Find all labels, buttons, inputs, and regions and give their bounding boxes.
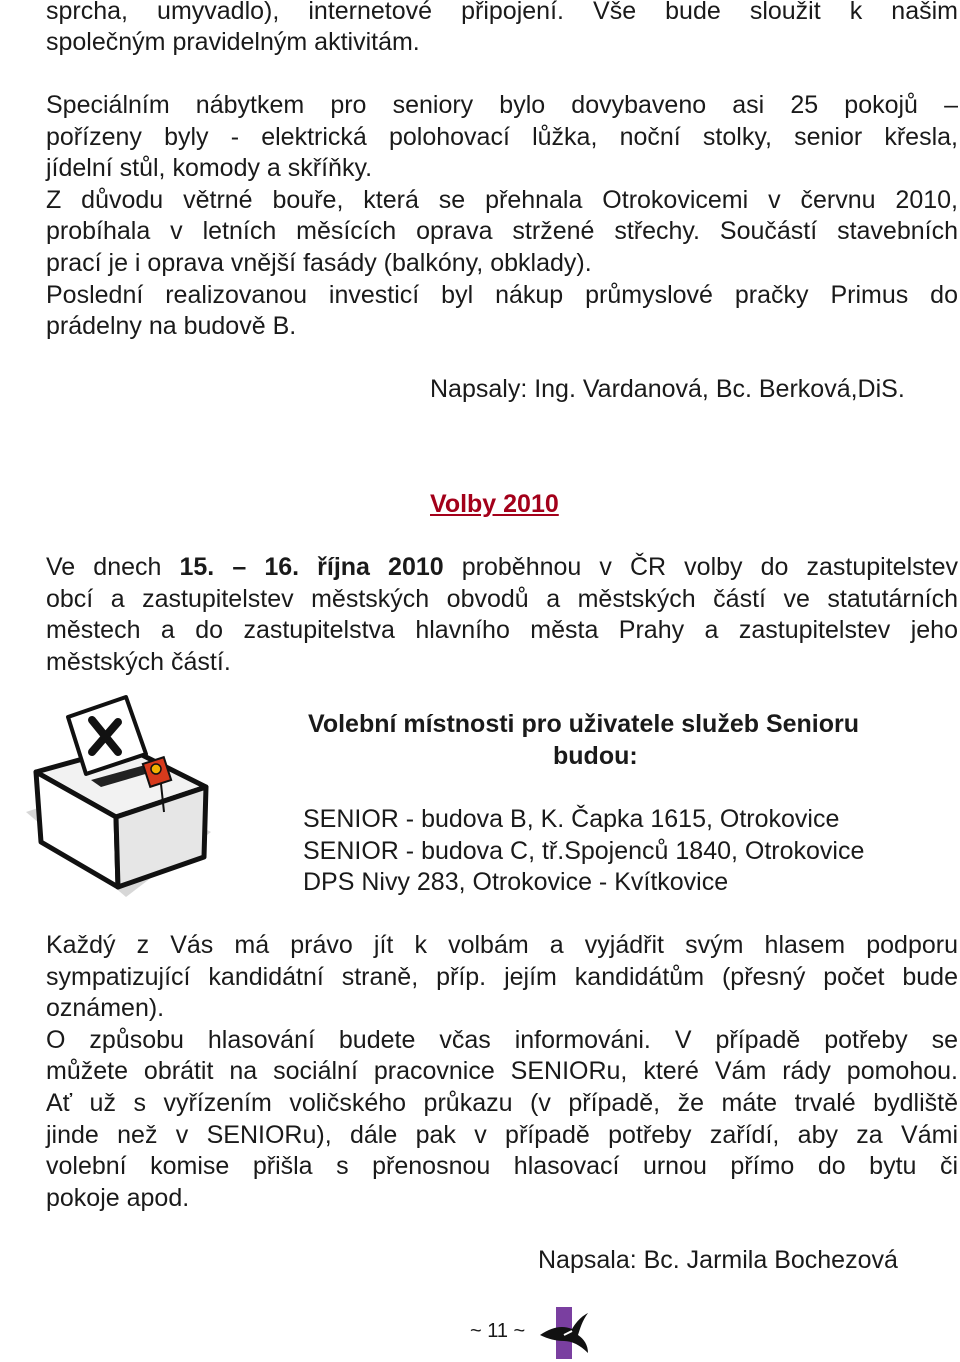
- rights-line-5: můžete obrátit na sociální pracovnice SENIORu, které Vám rády pomohou.: [46, 1057, 958, 1085]
- furniture-line-2: pořízeny byly - elektrická polohovací lůžka, noční stolky, senior křesla,: [46, 123, 958, 151]
- rights-line-2: sympatizující kandidátní straně, příp. jejím kandidátům (přesný počet bude: [46, 963, 958, 991]
- rights-line-9: pokoje apod.: [46, 1184, 190, 1212]
- investment-line-2: prádelny na budově B.: [46, 312, 297, 340]
- section-title-volby: Volby 2010: [430, 490, 559, 518]
- rights-line-7: jinde než v SENIORu), dále pak v případě potřeby zařídí, aby za Vámi: [46, 1121, 958, 1149]
- rights-line-6: Ať už s vyřízením voličského průkazu (v případě, že máte trvalé bydliště: [46, 1089, 958, 1117]
- rights-line-8: volební komise přišla s přenosnou hlasovací urnou přímo do bytu či: [46, 1152, 958, 1180]
- signature-2: Napsala: Bc. Jarmila Bochezová: [538, 1246, 898, 1274]
- election-line-1-post: proběhnou v ČR volby do zastupitelstev: [443, 553, 958, 581]
- election-line-1-pre: Ve dnech: [46, 553, 180, 581]
- election-date: 15. – 16. října 2010: [179, 553, 444, 581]
- voting-place-3: DPS Nivy 283, Otrokovice - Kvítkovice: [303, 868, 729, 896]
- storm-line-2: probíhala v letních měsících oprava stržené střechy. Součástí stavebních: [46, 217, 958, 245]
- investment-line-1: Poslední realizovanou investicí byl nákup průmyslové pračky Primus do: [46, 281, 958, 309]
- election-line-1: [46, 552, 958, 582]
- voting-place-1: SENIOR - budova B, K. Čapka 1615, Otrokovice: [303, 805, 840, 833]
- intro-line-1: sprcha, umyvadlo), internetové připojení. Vše bude sloužit k našim: [46, 0, 958, 25]
- storm-line-1: Z důvodu větrné bouře, která se přehnala Otrokovicemi v červnu 2010,: [46, 186, 958, 214]
- rooms-heading-2: budou:: [553, 742, 638, 770]
- signature-1: Napsaly: Ing. Vardanová, Bc. Berková,DiS.: [430, 375, 905, 403]
- furniture-line-1: Speciálním nábytkem pro seniory bylo dovybaveno asi 25 pokojů –: [46, 91, 958, 119]
- furniture-line-3: jídelní stůl, komody a skříňky.: [46, 154, 373, 182]
- rights-line-1: Každý z Vás má právo jít k volbám a vyjádřit svým hlasem podporu: [46, 931, 958, 959]
- election-line-4: městských částí.: [46, 648, 231, 676]
- page-number: ~ 11 ~: [470, 1320, 526, 1342]
- ballot-box-icon: [6, 692, 216, 902]
- rights-line-4: O způsobu hlasování budete včas informováni. V případě potřeby se: [46, 1026, 958, 1054]
- swallow-logo-icon: [534, 1305, 590, 1361]
- intro-line-2: společným pravidelným aktivitám.: [46, 28, 420, 56]
- rooms-heading-1: Volební místnosti pro uživatele služeb Senioru: [308, 710, 860, 738]
- election-line-3: městech a do zastupitelstva hlavního města Prahy a zastupitelstev jeho: [46, 616, 958, 644]
- election-line-2: obcí a zastupitelstev městských obvodů a městských částí ve statutárních: [46, 585, 958, 613]
- storm-line-3: prací je i oprava vnější fasády (balkóny, obklady).: [46, 249, 592, 277]
- voting-place-2: SENIOR - budova C, tř.Spojenců 1840, Otrokovice: [303, 837, 865, 865]
- rights-line-3: oznámen).: [46, 994, 165, 1022]
